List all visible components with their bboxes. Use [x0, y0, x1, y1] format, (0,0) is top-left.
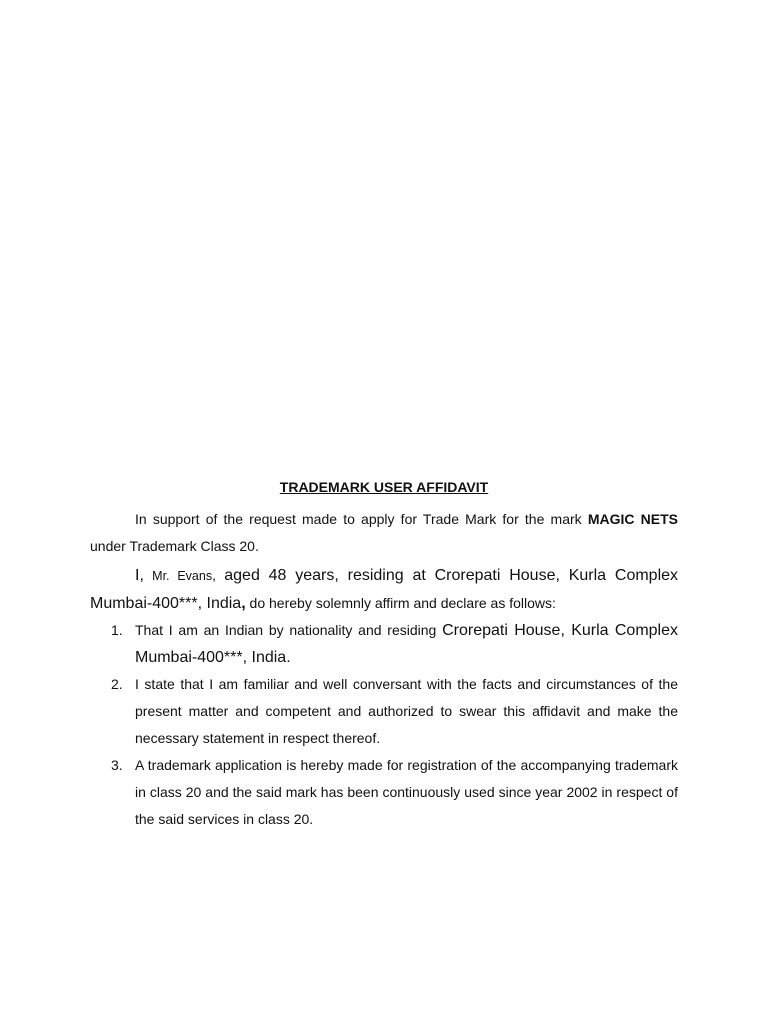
document-title: TRADEMARK USER AFFIDAVIT [279, 479, 489, 495]
declarant-lead: I, [135, 567, 144, 584]
list-item-text: A trademark application is hereby made for registration of the accompanying trademark in class 20 and the said mark has been continuously used since year 2002 in respect of the said services in class 20. [135, 757, 678, 827]
list-item-number: 1. [111, 622, 123, 638]
intro-text-before: In support of the request made to apply for Trade Mark for the mark [135, 511, 582, 527]
declarant-name: Mr. Evans [152, 569, 213, 583]
declarant-comma: , [241, 595, 246, 612]
list-item [90, 671, 678, 752]
declarant-details: aged 48 years, residing at Crorepati House, Kurla Complex Mumbai-400***, India [90, 567, 679, 612]
declarant-sep: , [212, 567, 216, 583]
declaration-list [90, 617, 678, 833]
affidavit-body [90, 478, 678, 833]
intro-text-after: under Trademark Class 20. [90, 538, 259, 554]
list-item-number: 2. [111, 676, 123, 692]
declarant-tail: do hereby solemnly affirm and declare as follows: [249, 595, 556, 611]
list-item-number: 3. [111, 757, 123, 773]
list-item-text-a: That I am an Indian by nationality and residing [135, 622, 437, 638]
declarant-paragraph [90, 562, 678, 617]
list-item-text-b: Crorepati House, Kurla Complex Mumbai-400***, India. [135, 622, 679, 666]
trademark-name: MAGIC NETS [587, 511, 678, 527]
list-item [90, 752, 678, 833]
intro-paragraph [90, 506, 678, 560]
list-item [90, 617, 678, 671]
list-item-text: I state that I am familiar and well conversant with the facts and circumstances of the present matter and competent and authorized to swear this affidavit and make the necessary statement in respect thereof. [135, 676, 678, 746]
